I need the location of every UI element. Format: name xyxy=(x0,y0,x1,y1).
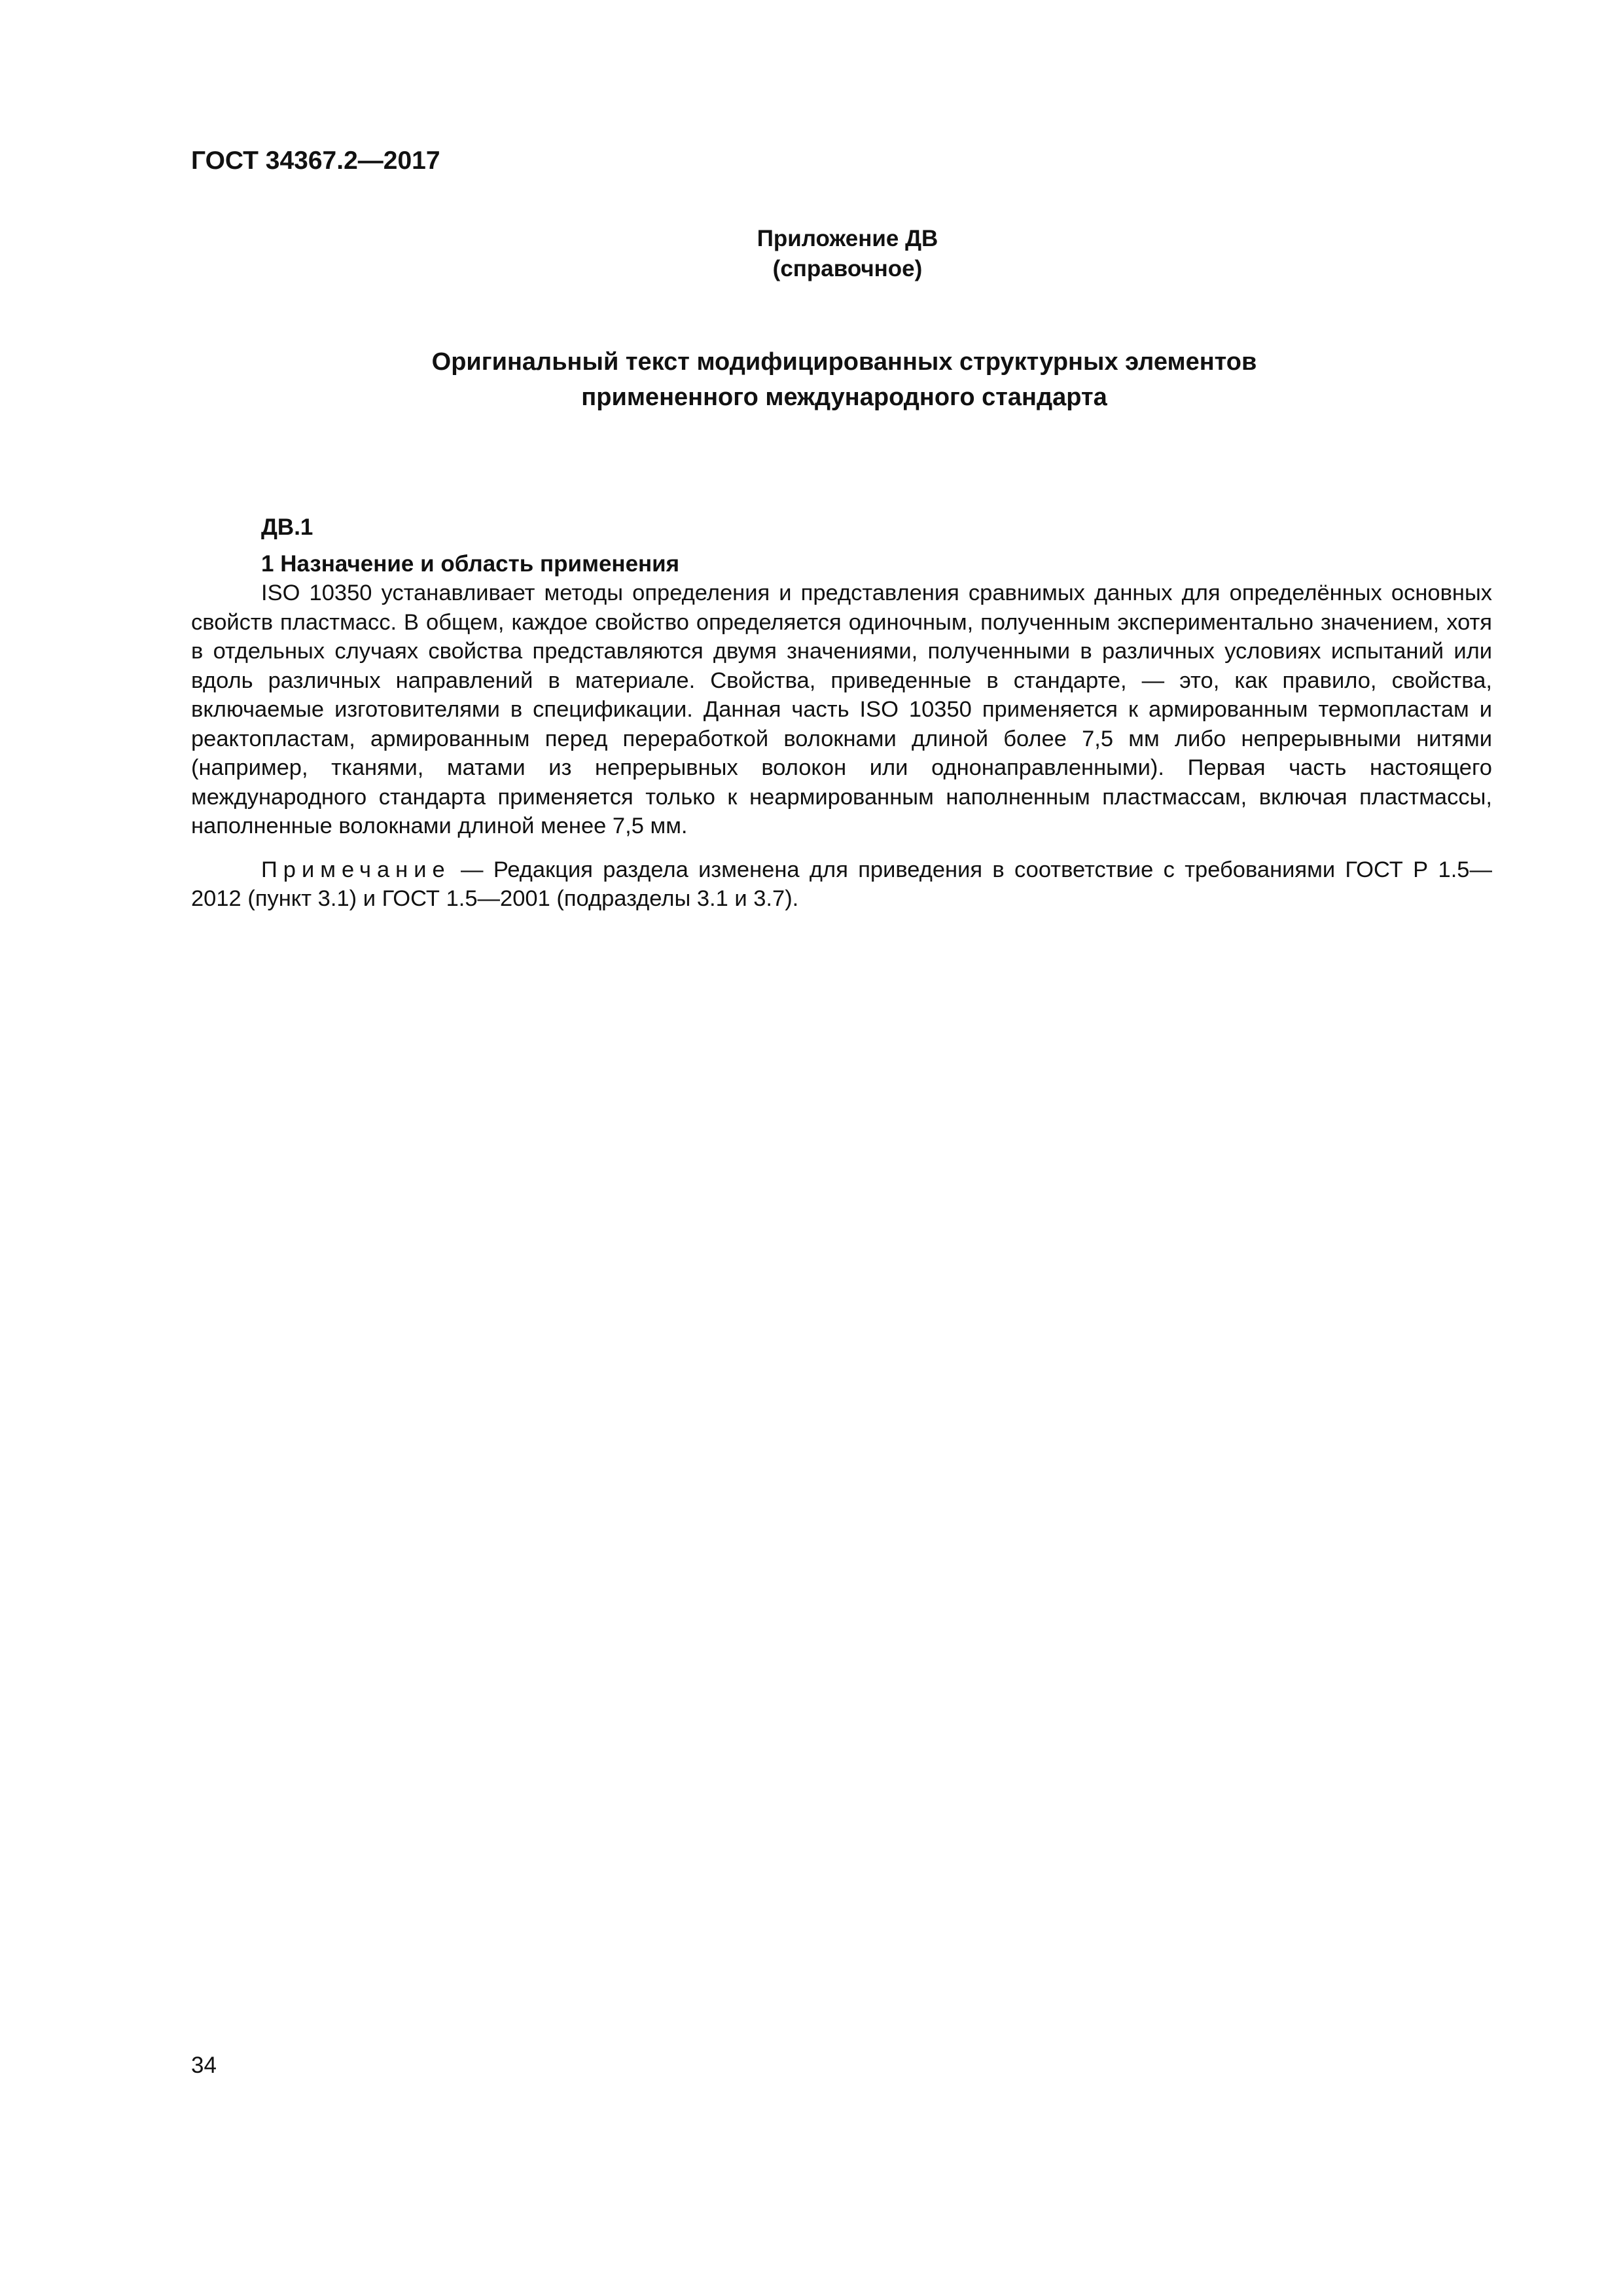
section-label: ДВ.1 xyxy=(261,514,313,540)
section-content xyxy=(191,550,1492,914)
clause-heading: 1 Назначение и область применения xyxy=(261,551,680,577)
annex-status: (справочное) xyxy=(772,256,923,281)
annex-title xyxy=(0,344,1623,415)
note-label: Примечание xyxy=(261,857,451,882)
clause-body-paragraph: ISO 10350 устанавливает методы определения и представления сравнимых данных для определённых основных свойств пластмасс. В общем, каждое свойство определяется одиночным, полученным экспериментально значением, хотя в отдельных случаях свойства представляются двумя значениями, полученными в различных условиях испытаний или вдоль различных направлений в материале. Свойства, приведенные в стандарте, — это, как правило, свойства, включаемые изготовителями в спецификации. Данная часть ISO 10350 применяется к армированным термопластам и реактопластам, армированным перед переработкой волокнами длиной более 7,5 мм либо непрерывными нитями (например, тканями, матами из непрерывных волокон или однонаправленными). Первая часть настоящего международного стандарта применяется только к неармированным наполненным пластмассам, включая пластмассы, наполненные волокнами длиной менее 7,5 мм. xyxy=(191,581,1492,838)
note-paragraph xyxy=(191,855,1492,914)
page-number: 34 xyxy=(191,2053,217,2078)
standard-code-header: ГОСТ 34367.2—2017 xyxy=(191,147,440,175)
annex-label: Приложение ДВ xyxy=(757,226,938,251)
annex-title-line-2: примененного международного стандарта xyxy=(581,384,1107,411)
annex-heading xyxy=(0,224,1623,284)
note-text: — Редакция раздела изменена для приведения в соответствие с требованиями ГОСТ Р 1.5—2012 (пункт 3.1) и ГОСТ 1.5—2001 (подразделы 3.1 и 3.7). xyxy=(191,857,1492,911)
annex-title-line-1: Оригинальный текст модифицированных структурных элементов xyxy=(431,348,1257,376)
